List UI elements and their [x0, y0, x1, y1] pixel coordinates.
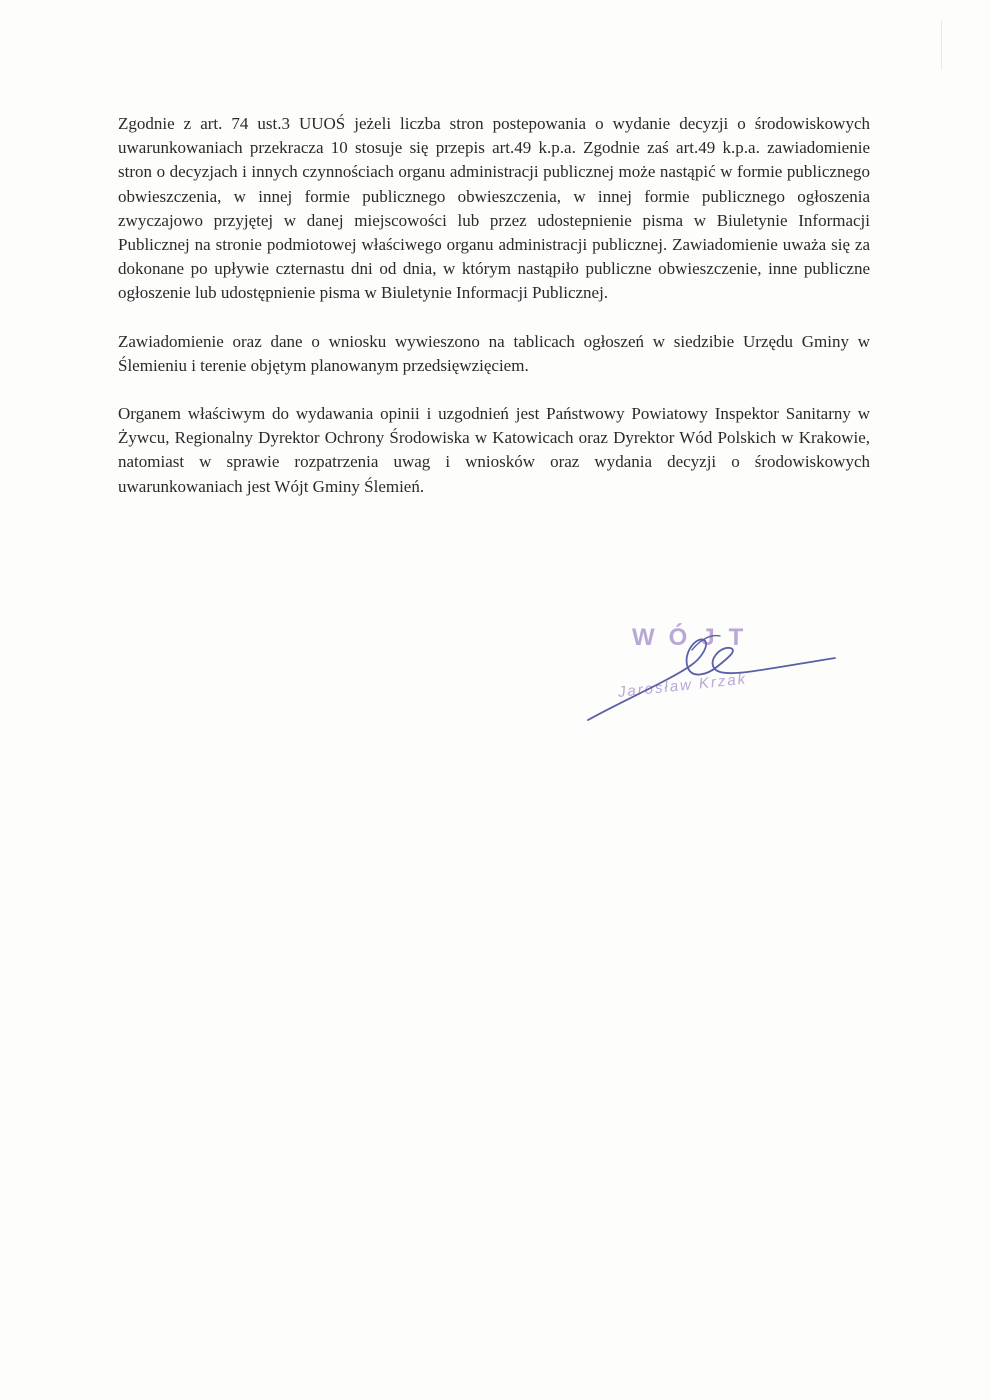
- stamp-name: Jarosław Krzak: [617, 670, 748, 701]
- document-body: [118, 112, 870, 523]
- paragraph-notice-posted: Zawiadomienie oraz dane o wniosku wywieszono na tablicach ogłoszeń w siedzibie Urzędu Gminy w Ślemieniu i terenie objętym planowanym przedsięwzięciem.: [118, 331, 870, 375]
- signature-stamp: [580, 610, 850, 740]
- paragraph-legal-basis: Zgodnie z art. 74 ust.3 UUOŚ jeżeli liczba stron postepowania o wydanie decyzji o środowiskowych uwarunkowaniach przekracza 10 stosuje się przepis art.49 k.p.a. Zgodnie zaś art.49 k.p.a. zawiadomienie stron o decyzjach i innych czynnościach organu administracji publicznej może nastąpić w formie publicznego obwieszczenia, w innej formie publicznego obwieszczenia, w innej formie publicznego ogłoszenia zwyczajowo przyjętej w danej miejscowości lub przez udostepnienie pisma w Biuletynie Informacji Publicznej na stronie podmiotowej właściwego organu administracji publicznej. Zawiadomienie uważa się za dokonane po upływie czternastu dni od dnia, w którym nastąpiło publiczne obwieszczenie, inne publiczne ogłoszenie lub udostępnienie pisma w Biuletynie Informacji Publicznej.: [118, 114, 870, 303]
- paragraph-competent-authority: Organem właściwym do wydawania opinii i uzgodnień jest Państwowy Powiatowy Inspektor Sanitarny w Żywcu, Regionalny Dyrektor Ochrony Środowiska w Katowicach oraz Dyrektor Wód Polskich w Krakowie, natomiast w sprawie rozpatrzenia uwag i wniosków oraz wydania decyzji o środowiskowych uwarunkowaniach jest Wójt Gminy Ślemień.: [118, 404, 870, 496]
- stamp-title: WÓJT: [632, 624, 758, 651]
- scan-edge-line: [941, 20, 942, 70]
- handwritten-signature: [580, 610, 850, 740]
